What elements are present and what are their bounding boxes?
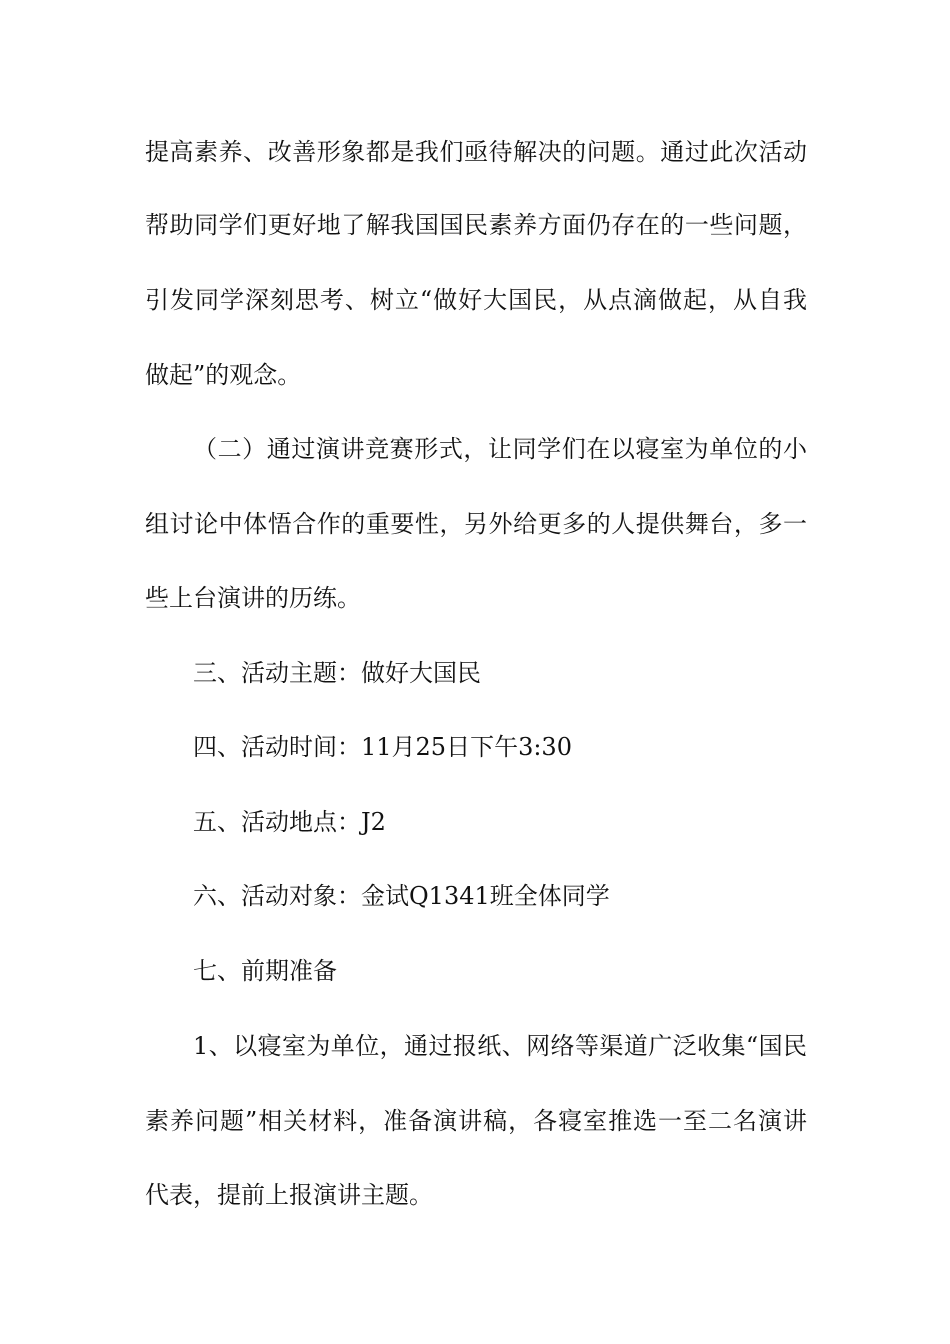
activity-time: 四、活动时间：11月25日下午3:30 [193,733,572,761]
preparation-line-2: 素养问题”相关材料，准备演讲稿，各寝室推选一至二名演讲 [145,1107,807,1135]
section-two-line-2: 组讨论中体悟合作的重要性，另外给更多的人提供舞台，多一 [145,510,807,538]
activity-participants: 六、活动对象：金试Q1341班全体同学 [193,882,610,910]
preparation-line-3: 代表，提前上报演讲主题。 [145,1181,433,1209]
body-line-4: 做起”的观念。 [145,361,302,389]
body-line-1: 提高素养、改善形象都是我们亟待解决的问题。通过此次活动 [145,138,807,166]
section-two-line-1: （二）通过演讲竞赛形式，让同学们在以寝室为单位的小 [193,435,807,463]
activity-theme: 三、活动主题：做好大国民 [193,659,481,687]
body-line-3: 引发同学深刻思考、树立“做好大国民，从点滴做起，从自我 [145,286,807,314]
preparation-line-1: 1、以寝室为单位，通过报纸、网络等渠道广泛收集“国民 [193,1032,807,1060]
activity-location: 五、活动地点：J2 [193,808,386,836]
preparation-heading: 七、前期准备 [193,957,337,985]
body-line-2: 帮助同学们更好地了解我国国民素养方面仍存在的一些问题， [145,211,807,239]
section-two-line-3: 些上台演讲的历练。 [145,584,361,612]
